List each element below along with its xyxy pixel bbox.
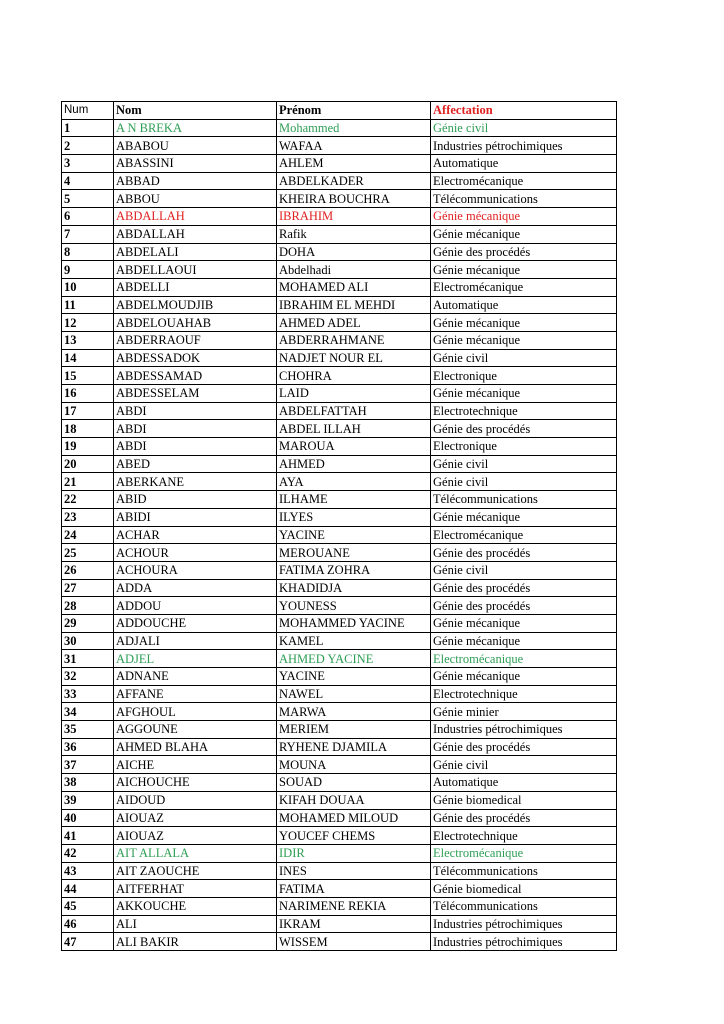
table-row xyxy=(62,508,617,526)
row-prenom: Abdelhadi xyxy=(277,261,431,279)
table-row xyxy=(62,544,617,562)
row-num: 30 xyxy=(62,632,114,650)
row-prenom: YOUNESS xyxy=(277,597,431,615)
row-num: 38 xyxy=(62,774,114,792)
table-row xyxy=(62,650,617,668)
row-prenom: ILYES xyxy=(277,508,431,526)
row-prenom: MOUNA xyxy=(277,756,431,774)
row-affectation: Electromécanique xyxy=(431,278,617,296)
row-num: 35 xyxy=(62,721,114,739)
table-row xyxy=(62,632,617,650)
row-prenom: NAWEL xyxy=(277,685,431,703)
row-nom: AIT ZAOUCHE xyxy=(114,862,277,880)
row-nom: ABDERRAOUF xyxy=(114,331,277,349)
row-nom: ABDI xyxy=(114,420,277,438)
row-nom: ABDELLAOUI xyxy=(114,261,277,279)
header-affectation: Affectation xyxy=(431,102,617,120)
row-num: 42 xyxy=(62,844,114,862)
row-prenom: ABDELKADER xyxy=(277,172,431,190)
row-num: 46 xyxy=(62,915,114,933)
row-nom: AFFANE xyxy=(114,685,277,703)
row-nom: ABABOU xyxy=(114,137,277,155)
row-prenom: MOHAMED ALI xyxy=(277,278,431,296)
row-affectation: Electromécanique xyxy=(431,650,617,668)
row-affectation: Génie mécanique xyxy=(431,331,617,349)
row-affectation: Génie des procédés xyxy=(431,243,617,261)
table-row xyxy=(62,756,617,774)
row-prenom: FATIMA xyxy=(277,880,431,898)
row-num: 13 xyxy=(62,331,114,349)
row-affectation: Automatique xyxy=(431,296,617,314)
row-nom: ABERKANE xyxy=(114,473,277,491)
row-nom: ACHOURA xyxy=(114,561,277,579)
row-affectation: Génie mécanique xyxy=(431,385,617,403)
row-num: 10 xyxy=(62,278,114,296)
row-prenom: KAMEL xyxy=(277,632,431,650)
table-header xyxy=(62,102,617,120)
table-row xyxy=(62,668,617,686)
table-row xyxy=(62,172,617,190)
row-nom: AGGOUNE xyxy=(114,721,277,739)
row-num: 45 xyxy=(62,897,114,915)
row-prenom: MEROUANE xyxy=(277,544,431,562)
row-nom: AITFERHAT xyxy=(114,880,277,898)
row-prenom: YOUCEF CHEMS xyxy=(277,827,431,845)
table-row xyxy=(62,261,617,279)
row-num: 34 xyxy=(62,703,114,721)
row-prenom: WAFAA xyxy=(277,137,431,155)
table-row xyxy=(62,225,617,243)
row-nom: ADNANE xyxy=(114,668,277,686)
row-num: 17 xyxy=(62,402,114,420)
row-nom: ADDOU xyxy=(114,597,277,615)
table-row xyxy=(62,526,617,544)
row-nom: ADDOUCHE xyxy=(114,614,277,632)
row-nom: ABDALLAH xyxy=(114,225,277,243)
row-affectation: Electronique xyxy=(431,438,617,456)
row-nom: AIDOUD xyxy=(114,791,277,809)
row-prenom: DOHA xyxy=(277,243,431,261)
row-affectation: Electrotechnique xyxy=(431,402,617,420)
row-num: 25 xyxy=(62,544,114,562)
table-row xyxy=(62,331,617,349)
row-prenom: IKRAM xyxy=(277,915,431,933)
row-num: 24 xyxy=(62,526,114,544)
row-nom: ABDALLAH xyxy=(114,208,277,226)
row-nom: ALI BAKIR xyxy=(114,933,277,951)
row-affectation: Automatique xyxy=(431,155,617,173)
header-prenom: Prénom xyxy=(277,102,431,120)
row-num: 28 xyxy=(62,597,114,615)
row-prenom: AHMED YACINE xyxy=(277,650,431,668)
row-nom: A N BREKA xyxy=(114,119,277,137)
table-body xyxy=(62,119,617,950)
row-num: 47 xyxy=(62,933,114,951)
row-prenom: WISSEM xyxy=(277,933,431,951)
row-nom: ACHOUR xyxy=(114,544,277,562)
row-affectation: Télécommunications xyxy=(431,190,617,208)
row-affectation: Génie biomedical xyxy=(431,880,617,898)
table-row xyxy=(62,862,617,880)
row-affectation: Télécommunications xyxy=(431,862,617,880)
row-affectation: Electromécanique xyxy=(431,172,617,190)
table-row xyxy=(62,314,617,332)
row-affectation: Génie mécanique xyxy=(431,614,617,632)
header-nom: Nom xyxy=(114,102,277,120)
row-nom: ABDESSADOK xyxy=(114,349,277,367)
row-nom: ABDELALI xyxy=(114,243,277,261)
table-row xyxy=(62,438,617,456)
row-prenom: AHMED ADEL xyxy=(277,314,431,332)
row-nom: AFGHOUL xyxy=(114,703,277,721)
table-row xyxy=(62,420,617,438)
table-row xyxy=(62,809,617,827)
table-row xyxy=(62,208,617,226)
row-num: 19 xyxy=(62,438,114,456)
row-prenom: MARWA xyxy=(277,703,431,721)
row-num: 5 xyxy=(62,190,114,208)
row-prenom: YACINE xyxy=(277,668,431,686)
row-num: 4 xyxy=(62,172,114,190)
row-prenom: MOHAMED MILOUD xyxy=(277,809,431,827)
row-affectation: Electromécanique xyxy=(431,844,617,862)
row-prenom: AHLEM xyxy=(277,155,431,173)
row-nom: AIOUAZ xyxy=(114,809,277,827)
row-nom: AIOUAZ xyxy=(114,827,277,845)
row-prenom: AYA xyxy=(277,473,431,491)
row-num: 33 xyxy=(62,685,114,703)
row-nom: AIT ALLALA xyxy=(114,844,277,862)
row-nom: ABBAD xyxy=(114,172,277,190)
row-affectation: Génie civil xyxy=(431,349,617,367)
row-num: 12 xyxy=(62,314,114,332)
row-num: 23 xyxy=(62,508,114,526)
row-affectation: Electrotechnique xyxy=(431,827,617,845)
row-num: 2 xyxy=(62,137,114,155)
row-num: 11 xyxy=(62,296,114,314)
row-affectation: Industries pétrochimiques xyxy=(431,721,617,739)
row-affectation: Electrotechnique xyxy=(431,685,617,703)
row-prenom: KHADIDJA xyxy=(277,579,431,597)
table-row xyxy=(62,367,617,385)
row-num: 16 xyxy=(62,385,114,403)
row-num: 3 xyxy=(62,155,114,173)
row-prenom: MERIEM xyxy=(277,721,431,739)
table-row xyxy=(62,491,617,509)
row-affectation: Génie mécanique xyxy=(431,314,617,332)
row-prenom: Mohammed xyxy=(277,119,431,137)
row-affectation: Génie mécanique xyxy=(431,225,617,243)
row-affectation: Automatique xyxy=(431,774,617,792)
table-row xyxy=(62,349,617,367)
table-row xyxy=(62,561,617,579)
row-nom: ADJALI xyxy=(114,632,277,650)
row-prenom: NARIMENE REKIA xyxy=(277,897,431,915)
row-affectation: Génie mécanique xyxy=(431,632,617,650)
table-row xyxy=(62,897,617,915)
table-row xyxy=(62,915,617,933)
row-nom: ABDESSAMAD xyxy=(114,367,277,385)
table-row xyxy=(62,385,617,403)
row-num: 43 xyxy=(62,862,114,880)
row-num: 36 xyxy=(62,738,114,756)
table-row xyxy=(62,455,617,473)
row-num: 15 xyxy=(62,367,114,385)
row-affectation: Industries pétrochimiques xyxy=(431,933,617,951)
row-prenom: MAROUA xyxy=(277,438,431,456)
row-nom: AICHOUCHE xyxy=(114,774,277,792)
row-num: 39 xyxy=(62,791,114,809)
assignment-table xyxy=(61,101,617,951)
row-affectation: Génie des procédés xyxy=(431,544,617,562)
row-nom: ADDA xyxy=(114,579,277,597)
table-row xyxy=(62,473,617,491)
table-row xyxy=(62,402,617,420)
row-nom: ALI xyxy=(114,915,277,933)
row-affectation: Génie des procédés xyxy=(431,738,617,756)
row-nom: ABDI xyxy=(114,402,277,420)
table-row xyxy=(62,243,617,261)
table-row xyxy=(62,827,617,845)
row-nom: ABID xyxy=(114,491,277,509)
row-affectation: Génie mécanique xyxy=(431,668,617,686)
row-num: 31 xyxy=(62,650,114,668)
row-num: 22 xyxy=(62,491,114,509)
row-num: 21 xyxy=(62,473,114,491)
row-num: 29 xyxy=(62,614,114,632)
header-num: Num xyxy=(62,102,114,120)
row-prenom: SOUAD xyxy=(277,774,431,792)
row-affectation: Génie civil xyxy=(431,561,617,579)
row-affectation: Télécommunications xyxy=(431,491,617,509)
row-affectation: Génie des procédés xyxy=(431,420,617,438)
row-affectation: Industries pétrochimiques xyxy=(431,915,617,933)
row-affectation: Génie mécanique xyxy=(431,208,617,226)
row-affectation: Génie des procédés xyxy=(431,579,617,597)
row-affectation: Génie biomedical xyxy=(431,791,617,809)
row-prenom: Rafik xyxy=(277,225,431,243)
row-affectation: Génie mécanique xyxy=(431,261,617,279)
row-affectation: Génie des procédés xyxy=(431,597,617,615)
row-prenom: FATIMA ZOHRA xyxy=(277,561,431,579)
row-nom: ACHAR xyxy=(114,526,277,544)
row-prenom: MOHAMMED YACINE xyxy=(277,614,431,632)
row-prenom: ILHAME xyxy=(277,491,431,509)
table-row xyxy=(62,880,617,898)
table-row xyxy=(62,844,617,862)
row-num: 9 xyxy=(62,261,114,279)
table-row xyxy=(62,296,617,314)
row-nom: ABIDI xyxy=(114,508,277,526)
table-row xyxy=(62,155,617,173)
row-affectation: Génie civil xyxy=(431,119,617,137)
table-row xyxy=(62,579,617,597)
table-row xyxy=(62,721,617,739)
row-affectation: Génie civil xyxy=(431,756,617,774)
row-nom: AICHE xyxy=(114,756,277,774)
row-nom: ABDI xyxy=(114,438,277,456)
row-prenom: ABDERRAHMANE xyxy=(277,331,431,349)
row-num: 20 xyxy=(62,455,114,473)
table-row xyxy=(62,738,617,756)
row-prenom: IBRAHIM EL MEHDI xyxy=(277,296,431,314)
table-row xyxy=(62,933,617,951)
row-num: 27 xyxy=(62,579,114,597)
row-num: 6 xyxy=(62,208,114,226)
row-prenom: ABDEL ILLAH xyxy=(277,420,431,438)
row-prenom: ABDELFATTAH xyxy=(277,402,431,420)
row-nom: ABED xyxy=(114,455,277,473)
row-prenom: RYHENE DJAMILA xyxy=(277,738,431,756)
row-prenom: IBRAHIM xyxy=(277,208,431,226)
row-num: 1 xyxy=(62,119,114,137)
table-row xyxy=(62,278,617,296)
row-prenom: LAID xyxy=(277,385,431,403)
row-num: 7 xyxy=(62,225,114,243)
row-prenom: NADJET NOUR EL xyxy=(277,349,431,367)
row-nom: ABDELLI xyxy=(114,278,277,296)
row-prenom: IDIR xyxy=(277,844,431,862)
row-prenom: KIFAH DOUAA xyxy=(277,791,431,809)
row-affectation: Génie des procédés xyxy=(431,809,617,827)
table-row xyxy=(62,685,617,703)
table-row xyxy=(62,791,617,809)
row-nom: ABDELOUAHAB xyxy=(114,314,277,332)
row-affectation: Génie minier xyxy=(431,703,617,721)
row-affectation: Electromécanique xyxy=(431,526,617,544)
row-prenom: INES xyxy=(277,862,431,880)
row-nom: ABDESSELAM xyxy=(114,385,277,403)
row-num: 37 xyxy=(62,756,114,774)
row-prenom: YACINE xyxy=(277,526,431,544)
row-nom: ABBOU xyxy=(114,190,277,208)
table-row xyxy=(62,597,617,615)
header-row xyxy=(62,102,617,120)
row-nom: ABASSINI xyxy=(114,155,277,173)
row-affectation: Industries pétrochimiques xyxy=(431,137,617,155)
row-prenom: KHEIRA BOUCHRA xyxy=(277,190,431,208)
row-num: 8 xyxy=(62,243,114,261)
row-affectation: Génie civil xyxy=(431,473,617,491)
row-affectation: Télécommunications xyxy=(431,897,617,915)
row-num: 14 xyxy=(62,349,114,367)
table-row xyxy=(62,137,617,155)
row-affectation: Génie mécanique xyxy=(431,508,617,526)
table-row xyxy=(62,119,617,137)
table-row xyxy=(62,190,617,208)
row-num: 44 xyxy=(62,880,114,898)
row-affectation: Electronique xyxy=(431,367,617,385)
row-num: 18 xyxy=(62,420,114,438)
row-prenom: AHMED xyxy=(277,455,431,473)
row-num: 40 xyxy=(62,809,114,827)
row-affectation: Génie civil xyxy=(431,455,617,473)
row-prenom: CHOHRA xyxy=(277,367,431,385)
row-num: 32 xyxy=(62,668,114,686)
row-nom: ADJEL xyxy=(114,650,277,668)
table-row xyxy=(62,703,617,721)
table-row xyxy=(62,614,617,632)
row-num: 26 xyxy=(62,561,114,579)
row-nom: AHMED BLAHA xyxy=(114,738,277,756)
row-num: 41 xyxy=(62,827,114,845)
table-row xyxy=(62,774,617,792)
row-nom: AKKOUCHE xyxy=(114,897,277,915)
row-nom: ABDELMOUDJIB xyxy=(114,296,277,314)
